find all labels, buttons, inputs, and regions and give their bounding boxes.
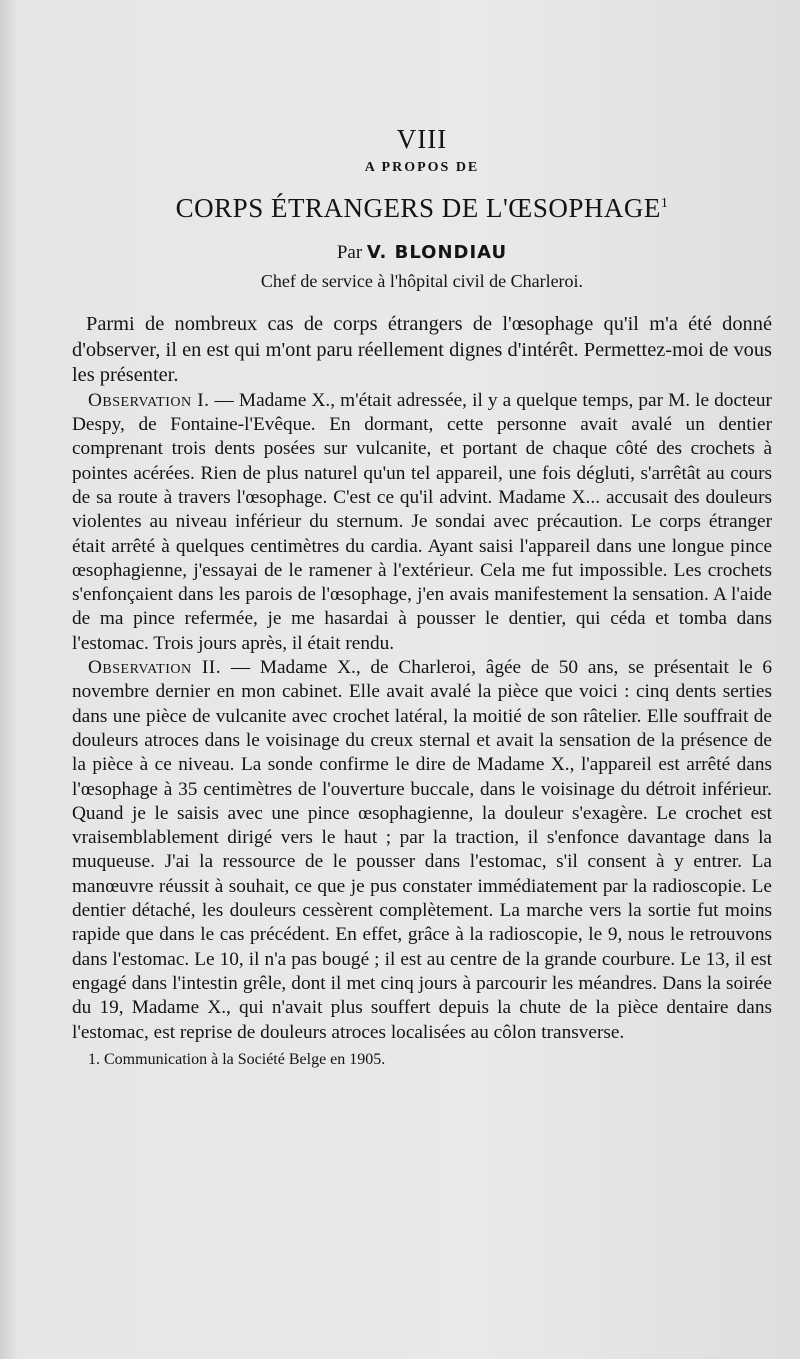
article-title-text: CORPS ÉTRANGERS DE L'ŒSOPHAGE bbox=[175, 193, 661, 223]
observation-2-label: Observation II. bbox=[88, 657, 222, 679]
title-prefix: A PROPOS DE bbox=[364, 160, 480, 175]
footnote-text: Communication à la Société Belge en 1905. bbox=[104, 1050, 386, 1068]
page-content bbox=[72, 122, 772, 1071]
author-affiliation: Chef de service à l'hôpital civil de Charleroi. bbox=[260, 271, 584, 291]
byline-prefix: Par bbox=[336, 242, 363, 263]
observation-2-text: — Madame X., de Charleroi, âgée de 50 ans, se présentait le 6 novembre dernier en mon cabinet. Elle avait avalé la pièce que voici : cinq dents serties dans une pièce de vulcanite avec crochet latéral, la moitié de son râtelier. Elle souffrait de douleurs atroces dans le voisinage du creux sternal et avait la sensation de la présence de la pièce à ce niveau. La sonde confirme le dire de Madame X., l'appareil est arrêté dans l'œsophage à 35 centimètres de l'ouverture buccale, dans le voisinage du détroit inférieur. Quand je le saisis avec une pince œsophagienne, la douleur s'exagère. Le crochet est vraisemblablement dirigé vers le haut ; par la traction, il s'enfonce davantage dans la muqueuse. J'ai la ressource de le pousser dans l'estomac, s'il consent à y entrer. La manœuvre réussit à souhait, ce que je pus constater immédiatement par la radioscopie. Le dentier détaché, les douleurs cessèrent complètement. La marche vers la sortie fut moins rapide que dans le cas précédent. En effet, grâce à la radioscopie, le 9, nous le retrouvons dans l'estomac. Le 10, il n'a pas bougé ; il est au centre de la grande courbure. Le 13, il est engagé dans l'intestin grêle, dont il met cinq jours à parcourir les méandres. Dans la soirée du 19, Madame X., qui n'avait plus souffert depuis la chute de la pièce dentaire dans l'estomac, est reprise de douleurs atroces localisées au côlon transverse. bbox=[72, 657, 772, 1043]
article-title bbox=[72, 186, 772, 226]
author-name: V. BLONDIAU bbox=[366, 242, 508, 263]
observation-2 bbox=[72, 656, 772, 1045]
chapter-number: VIII bbox=[396, 124, 448, 154]
observation-1-label: Observation I. bbox=[88, 389, 210, 411]
footnote-reference: 1 bbox=[660, 196, 669, 211]
observation-1 bbox=[72, 389, 772, 656]
byline bbox=[72, 240, 772, 266]
intro-paragraph: Parmi de nombreux cas de corps étrangers de l'œsophage qu'il m'a été donné d'observer, il en est qui m'ont paru réellement dignes d'intérêt. Permettez-moi de vous les présenter. bbox=[72, 313, 772, 387]
footnote bbox=[72, 1049, 772, 1071]
observation-1-text: — Madame X., m'était adressée, il y a quelque temps, par M. le docteur Despy, de Fontaine-l'Evêque. En dormant, cette personne avait avalé un dentier comprenant trois dents posées sur vulcanite, et portant de chaque côté des crochets à pointes acérées. Rien de plus naturel qu'un tel appareil, une fois dégluti, s'arrêtât au cours de sa route à travers l'œsophage. C'est ce qu'il advint. Madame X... accusait des douleurs violentes au niveau inférieur du sternum. Je sondai avec précaution. Le corps étranger était arrêté à quelques centimètres du cardia. Ayant saisi l'appareil dans une longue pince œsophagienne, j'essayai de le ramener à l'extérieur. Cela me fut impossible. Les crochets s'enfonçaient dans les parois de l'œsophage, j'en avais manifestement la sensation. A l'aide de ma pince refermée, je me hasardai à pousser le dentier, qui céda et tomba dans l'estomac. Trois jours après, il était rendu. bbox=[72, 389, 772, 654]
article-body bbox=[72, 312, 772, 1045]
footnote-marker: 1. bbox=[88, 1050, 100, 1068]
